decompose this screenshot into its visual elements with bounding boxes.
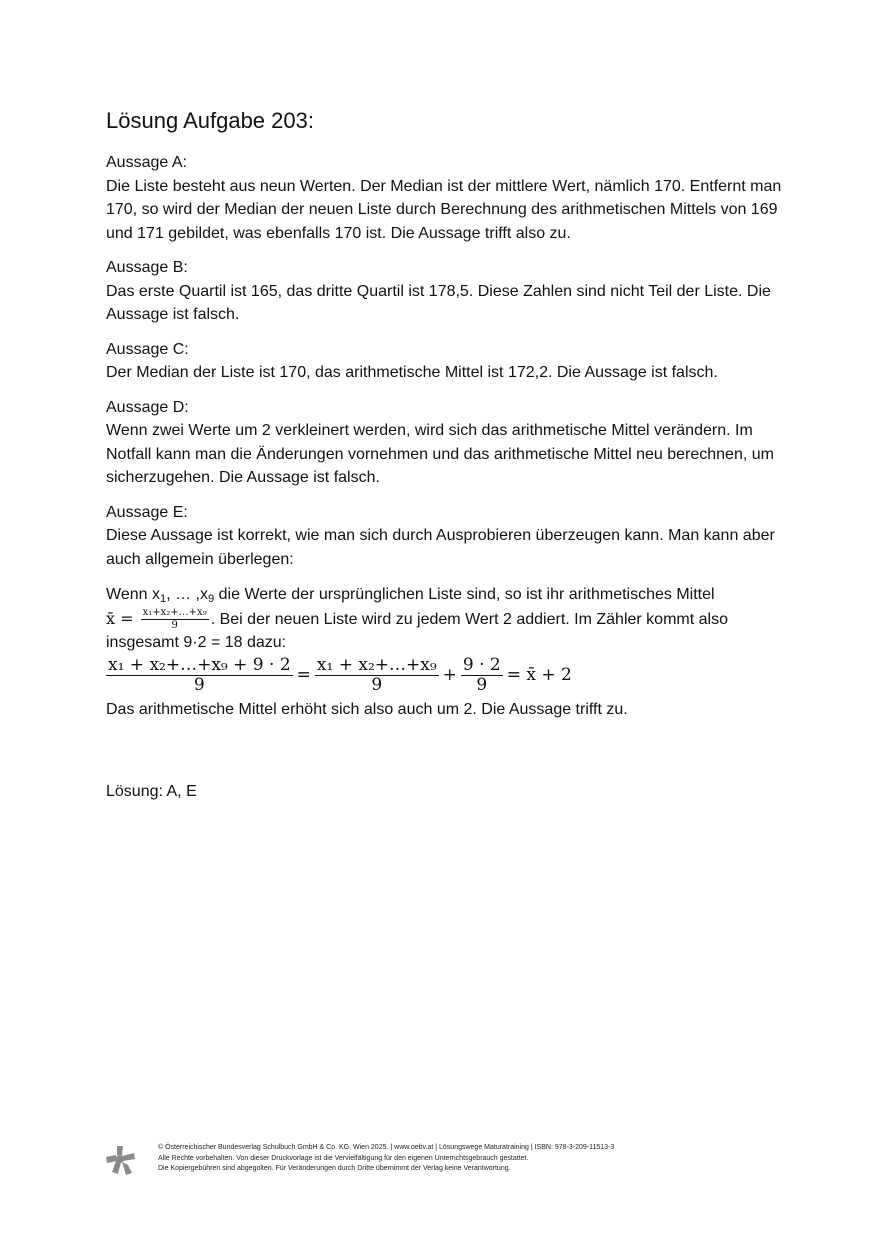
explanation-line-1: Wenn $x_1$, … $,x_9$ die Werte der ursprünglichen Liste sind, so ist ihr arithmetisches Mittel [106,586,715,605]
section-e-heading: Aussage E: [106,503,188,521]
mean-formula-fraction: $\frac{\text{x₁+x₂+…+x₉}}{9}$ [142,607,207,631]
page-title: Lösung Aufgabe 203: [106,108,314,133]
equation [106,656,796,696]
explanation [106,583,796,721]
equation-fraction-3: $\frac{9 \cdot 2}{9}$ [462,654,501,696]
explanation-line-3: insgesamt 9·2 = 18 dazu: [106,634,287,652]
equation-fraction-2: $\frac{\text{x₁ + x₂+…+x₉}}{9}$ [316,654,437,696]
mean-formula-lhs: x̄ = [106,608,139,628]
document-body [106,105,796,732]
footer-line-1: © Österreichischer Bundesverlag Schulbuch GmbH & Co. KG, Wien 2025. | www.oebv.at | Lösungswege Maturatraining | ISBN: 978-3-209-11513-3 [158,1144,615,1151]
footer-line-3: Die Kopiergebühren sind abgegolten. Für Veränderungen durch Dritte übernimmt der Verlag keine Verantwortung. [158,1165,511,1172]
section-d [106,396,796,490]
section-e-text: Diese Aussage ist korrekt, wie man sich durch Ausprobieren überzeugen kann. Man kann aber auch allgemein überlegen: [106,527,775,568]
solution-line: Lösung: A, E [106,783,197,800]
section-c-text: Der Median der Liste ist 170, das arithmetische Mittel ist 172,2. Die Aussage ist falsch. [106,364,718,381]
section-a-text: Die Liste besteht aus neun Werten. Der Median ist der mittlere Wert, nämlich 170. Entfernt man 170, so wird der Median der neuen Liste durch Berechnung des arithmetischen Mittels von 169 und 171 gebildet, was ebenfalls 170 ist. Die Aussage trifft also zu. [106,177,782,242]
footer-line-2: Alle Rechte vorbehalten. Von dieser Druckvorlage ist die Vervielfältigung für den eigenen Unterrichtsgebrauch gestattet. [158,1154,529,1162]
equation-equals: = [296,665,311,686]
section-e [106,501,796,572]
section-c [106,338,796,385]
equation-fraction-1: $\frac{\text{x₁ + x₂+…+x₉ + 9 · 2}}{9}$ [108,654,291,696]
section-a-heading: Aussage A: [106,154,187,171]
section-c-heading: Aussage C: [106,340,189,358]
equation-result: = x̄ + 2 [506,665,572,686]
section-d-text: Wenn zwei Werte um 2 verkleinert werden, wird sich das arithmetische Mittel verändern. Im Notfall kann man die Änderungen vornehmen und das arithmetische Mittel neu berechnen, um sicherzugehen. Die Aussage ist falsch. [106,422,774,486]
explanation-line-2: x̄ = $\frac{\text{x₁+x₂+…+x₉}}{9}$ . Bei der neuen Liste wird zu jedem Wert 2 addiert. Im Zähler kommt also [106,607,728,631]
section-d-heading: Aussage D: [106,398,189,416]
footer-text [158,1143,614,1175]
section-b [106,256,796,327]
section-b-heading: Aussage B: [106,259,188,276]
footer [104,1143,804,1176]
section-a [106,151,796,245]
equation-plus: + [442,665,457,686]
oebv-logo-icon [104,1144,136,1176]
explanation-conclusion: Das arithmetische Mittel erhöht sich also auch um 2. Die Aussage trifft zu. [106,700,628,718]
section-b-text: Das erste Quartil ist 165, das dritte Quartil ist 178,5. Diese Zahlen sind nicht Teil der Liste. Die Aussage ist falsch. [106,282,771,323]
